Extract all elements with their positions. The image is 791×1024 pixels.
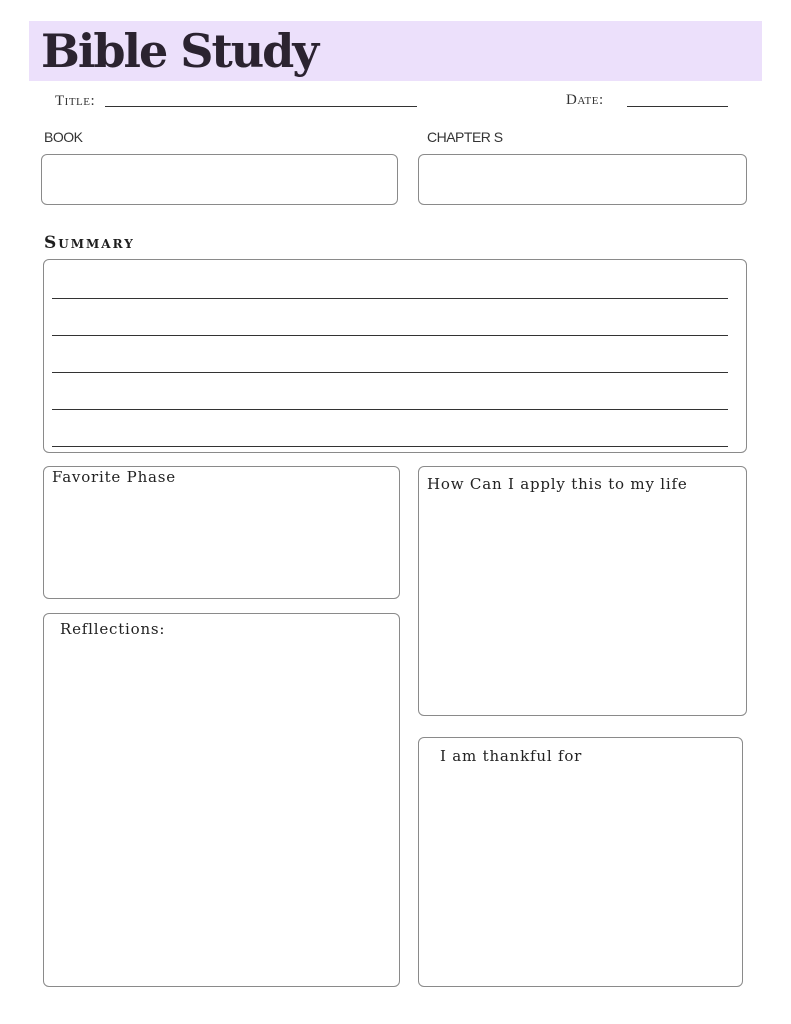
summary-line bbox=[52, 372, 728, 373]
summary-box[interactable] bbox=[43, 259, 747, 453]
book-label: BOOK bbox=[44, 129, 83, 145]
summary-line bbox=[52, 446, 728, 447]
apply-label: How Can I apply this to my life bbox=[427, 475, 688, 493]
summary-line bbox=[52, 409, 728, 410]
summary-line bbox=[52, 335, 728, 336]
book-input-box[interactable] bbox=[41, 154, 398, 205]
summary-heading: Summary bbox=[44, 233, 135, 253]
favorite-phase-label: Favorite Phase bbox=[52, 468, 176, 486]
reflections-label: Refllections: bbox=[60, 620, 166, 638]
chapters-label: CHAPTER S bbox=[427, 129, 503, 145]
summary-line bbox=[52, 298, 728, 299]
thankful-box[interactable] bbox=[418, 737, 743, 987]
title-field-label: Title: bbox=[55, 93, 96, 109]
date-field-label: Date: bbox=[566, 92, 604, 108]
title-field-line[interactable] bbox=[105, 106, 417, 107]
chapters-input-box[interactable] bbox=[418, 154, 747, 205]
thankful-label: I am thankful for bbox=[440, 747, 583, 765]
reflections-box[interactable] bbox=[43, 613, 400, 987]
page-title: Bible Study bbox=[41, 24, 318, 78]
date-field-line[interactable] bbox=[627, 106, 728, 107]
apply-box[interactable] bbox=[418, 466, 747, 716]
